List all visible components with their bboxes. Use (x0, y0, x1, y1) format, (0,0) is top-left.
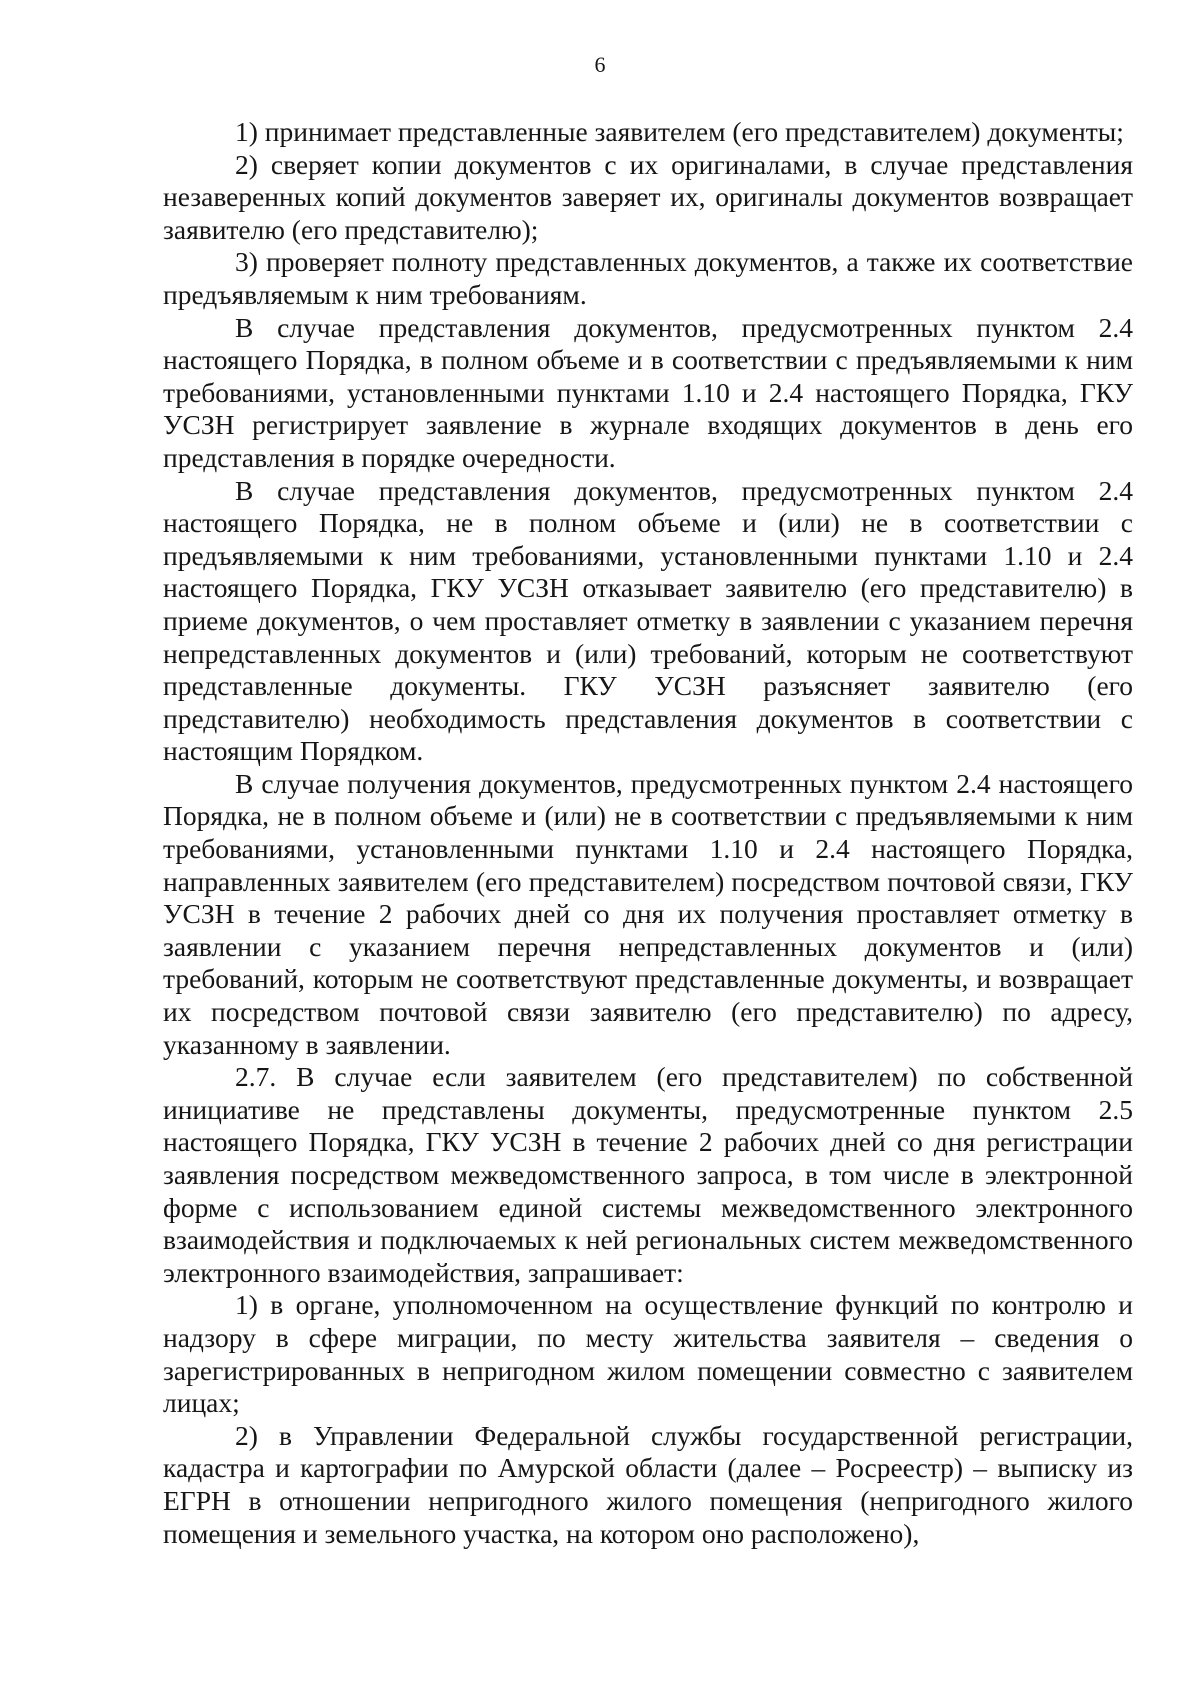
paragraph-item-3-checks-completeness: 3) проверяет полноту представленных документов, а также их соответствие предъявляемым к ним требованиям. (163, 246, 1133, 310)
paragraph-full-submission: В случае представления документов, предусмотренных пунктом 2.4 настоящего Порядка, в полном объеме и в соответствии с предъявляемыми к ним требованиями, установленными пунктами 1.10 и 2.4 настоящего Порядка, ГКУ УСЗН регистрирует заявление в журнале входящих документов в день его представления в порядке очередности. (163, 311, 1133, 473)
paragraph-incomplete-submission: В случае представления документов, предусмотренных пунктом 2.4 настоящего Порядка, не в полном объеме и (или) не в соответствии с предъявляемыми к ним требованиями, установленными пунктами 1.10 и 2.4 настоящего Порядка, ГКУ УСЗН отказывает заявителю (его представителю) в приеме документов, о чем проставляет отметку в заявлении с указанием перечня непредставленных документов и (или) требований, которым не соответствуют представленные документы. ГКУ УСЗН разъясняет заявителю (его представителю) необходимость представления документов в соответствии с настоящим Порядком. (163, 474, 1133, 767)
paragraph-postal-submission: В случае получения документов, предусмотренных пунктом 2.4 настоящего Порядка, не в полном объеме и (или) не в соответствии с предъявляемыми к ним требованиями, установленными пунктами 1.10 и 2.4 настоящего Порядка, направленных заявителем (его представителем) посредством почтовой связи, ГКУ УСЗН в течение 2 рабочих дней со дня их получения проставляет отметку в заявлении с указанием перечня непредставленных документов и (или) требований, которым не соответствуют представленные документы, и возвращает их посредством почтовой связи заявителю (его представителю) по адресу, указанному в заявлении. (163, 767, 1133, 1060)
paragraph-section-2-7: 2.7. В случае если заявителем (его представителем) по собственной инициативе не представлены документы, предусмотренные пунктом 2.5 настоящего Порядка, ГКУ УСЗН в течение 2 рабочих дней со дня регистрации заявления посредством межведомственного запроса, в том числе в электронной форме с использованием единой системы межведомственного электронного взаимодействия и подключаемых к ней региональных систем межведомственного электронного взаимодействия, запрашивает: (163, 1061, 1133, 1288)
paragraph-item-1-accepts-documents: 1) принимает представленные заявителем (его представителем) документы; (235, 116, 1124, 147)
document-body (163, 116, 1133, 1550)
paragraph-request-rosreestr: 2) в Управлении Федеральной службы государственной регистрации, кадастра и картографии по Амурской области (далее – Росреестр) – выписку из ЕГРН в отношении непригодного жилого помещения (непригодного жилого помещения и земельного участка, на котором оно расположено), (163, 1419, 1133, 1549)
paragraph-item-2-verifies-copies: 2) сверяет копии документов с их оригиналами, в случае представления незаверенных копий документов заверяет их, оригиналы документов возвращает заявителю (его представителю); (163, 148, 1133, 245)
paragraph-request-migration-authority: 1) в органе, уполномоченном на осуществление функций по контролю и надзору в сфере миграции, по месту жительства заявителя – сведения о зарегистрированных в непригодном жилом помещении совместно с заявителем лицах; (163, 1289, 1133, 1419)
page-number: 6 (594, 52, 606, 77)
